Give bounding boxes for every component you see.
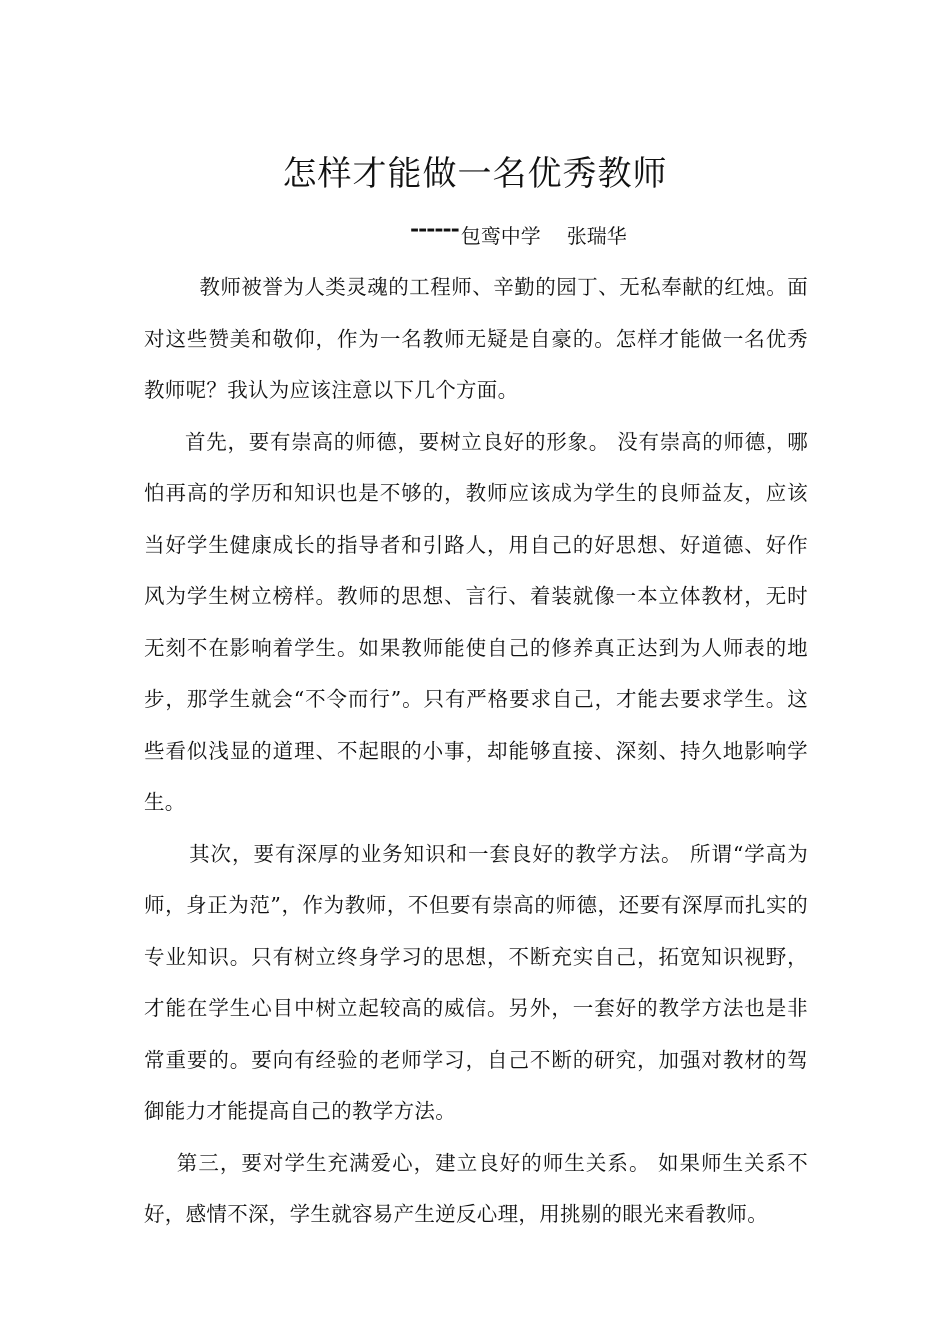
byline-school: 包鸾中学 — [460, 224, 541, 248]
byline — [410, 218, 627, 254]
document-title: 怎样才能做一名优秀教师 — [282, 154, 668, 194]
byline-author: 张瑞华 — [566, 224, 627, 248]
document-body — [144, 262, 808, 1241]
byline-dash: ------ — [410, 216, 459, 242]
paragraph-third-point: 第三，要对学生充满爱心，建立良好的师生关系。 如果师生关系不好，感情不深，学生就容易产生逆反心理，用挑剔的眼光来看教师。 — [144, 1150, 808, 1226]
paragraph-intro: 教师被誉为人类灵魂的工程师、辛勤的园丁、无私奉献的红烛。面对这些赞美和敬仰，作为一名教师无疑是自豪的。怎样才能做一名优秀教师呢？我认为应该注意以下几个方面。 — [144, 275, 808, 402]
paragraph-second-point: 其次，要有深厚的业务知识和一套良好的教学方法。 所谓“学高为师，身正为范”，作为教师，不但要有崇高的师德，还要有深厚而扎实的专业知识。只有树立终身学习的思想，不断充实自己，拓宽知识视野，才能在学生心目中树立起较高的威信。另外，一套好的教学方法也是非常重要的。要向有经验的老师学习，自己不断的研究，加强对教材的驾御能力才能提高自己的教学方法。 — [144, 841, 808, 1123]
paragraph-first-point: 首先，要有崇高的师德，要树立良好的形象。 没有崇高的师德，哪怕再高的学历和知识也是不够的，教师应该成为学生的良师益友，应该当好学生健康成长的指导者和引路人，用自己的好思想、好道德、好作风为学生树立榜样。教师的思想、言行、着装就像一本立体教材，无时无刻不在影响着学生。如果教师能使自己的修养真正达到为人师表的地步，那学生就会“不令而行”。只有严格要求自己，才能去要求学生。这些看似浅显的道理、不起眼的小事，却能够直接、深刻、持久地影响学生。 — [144, 429, 808, 814]
